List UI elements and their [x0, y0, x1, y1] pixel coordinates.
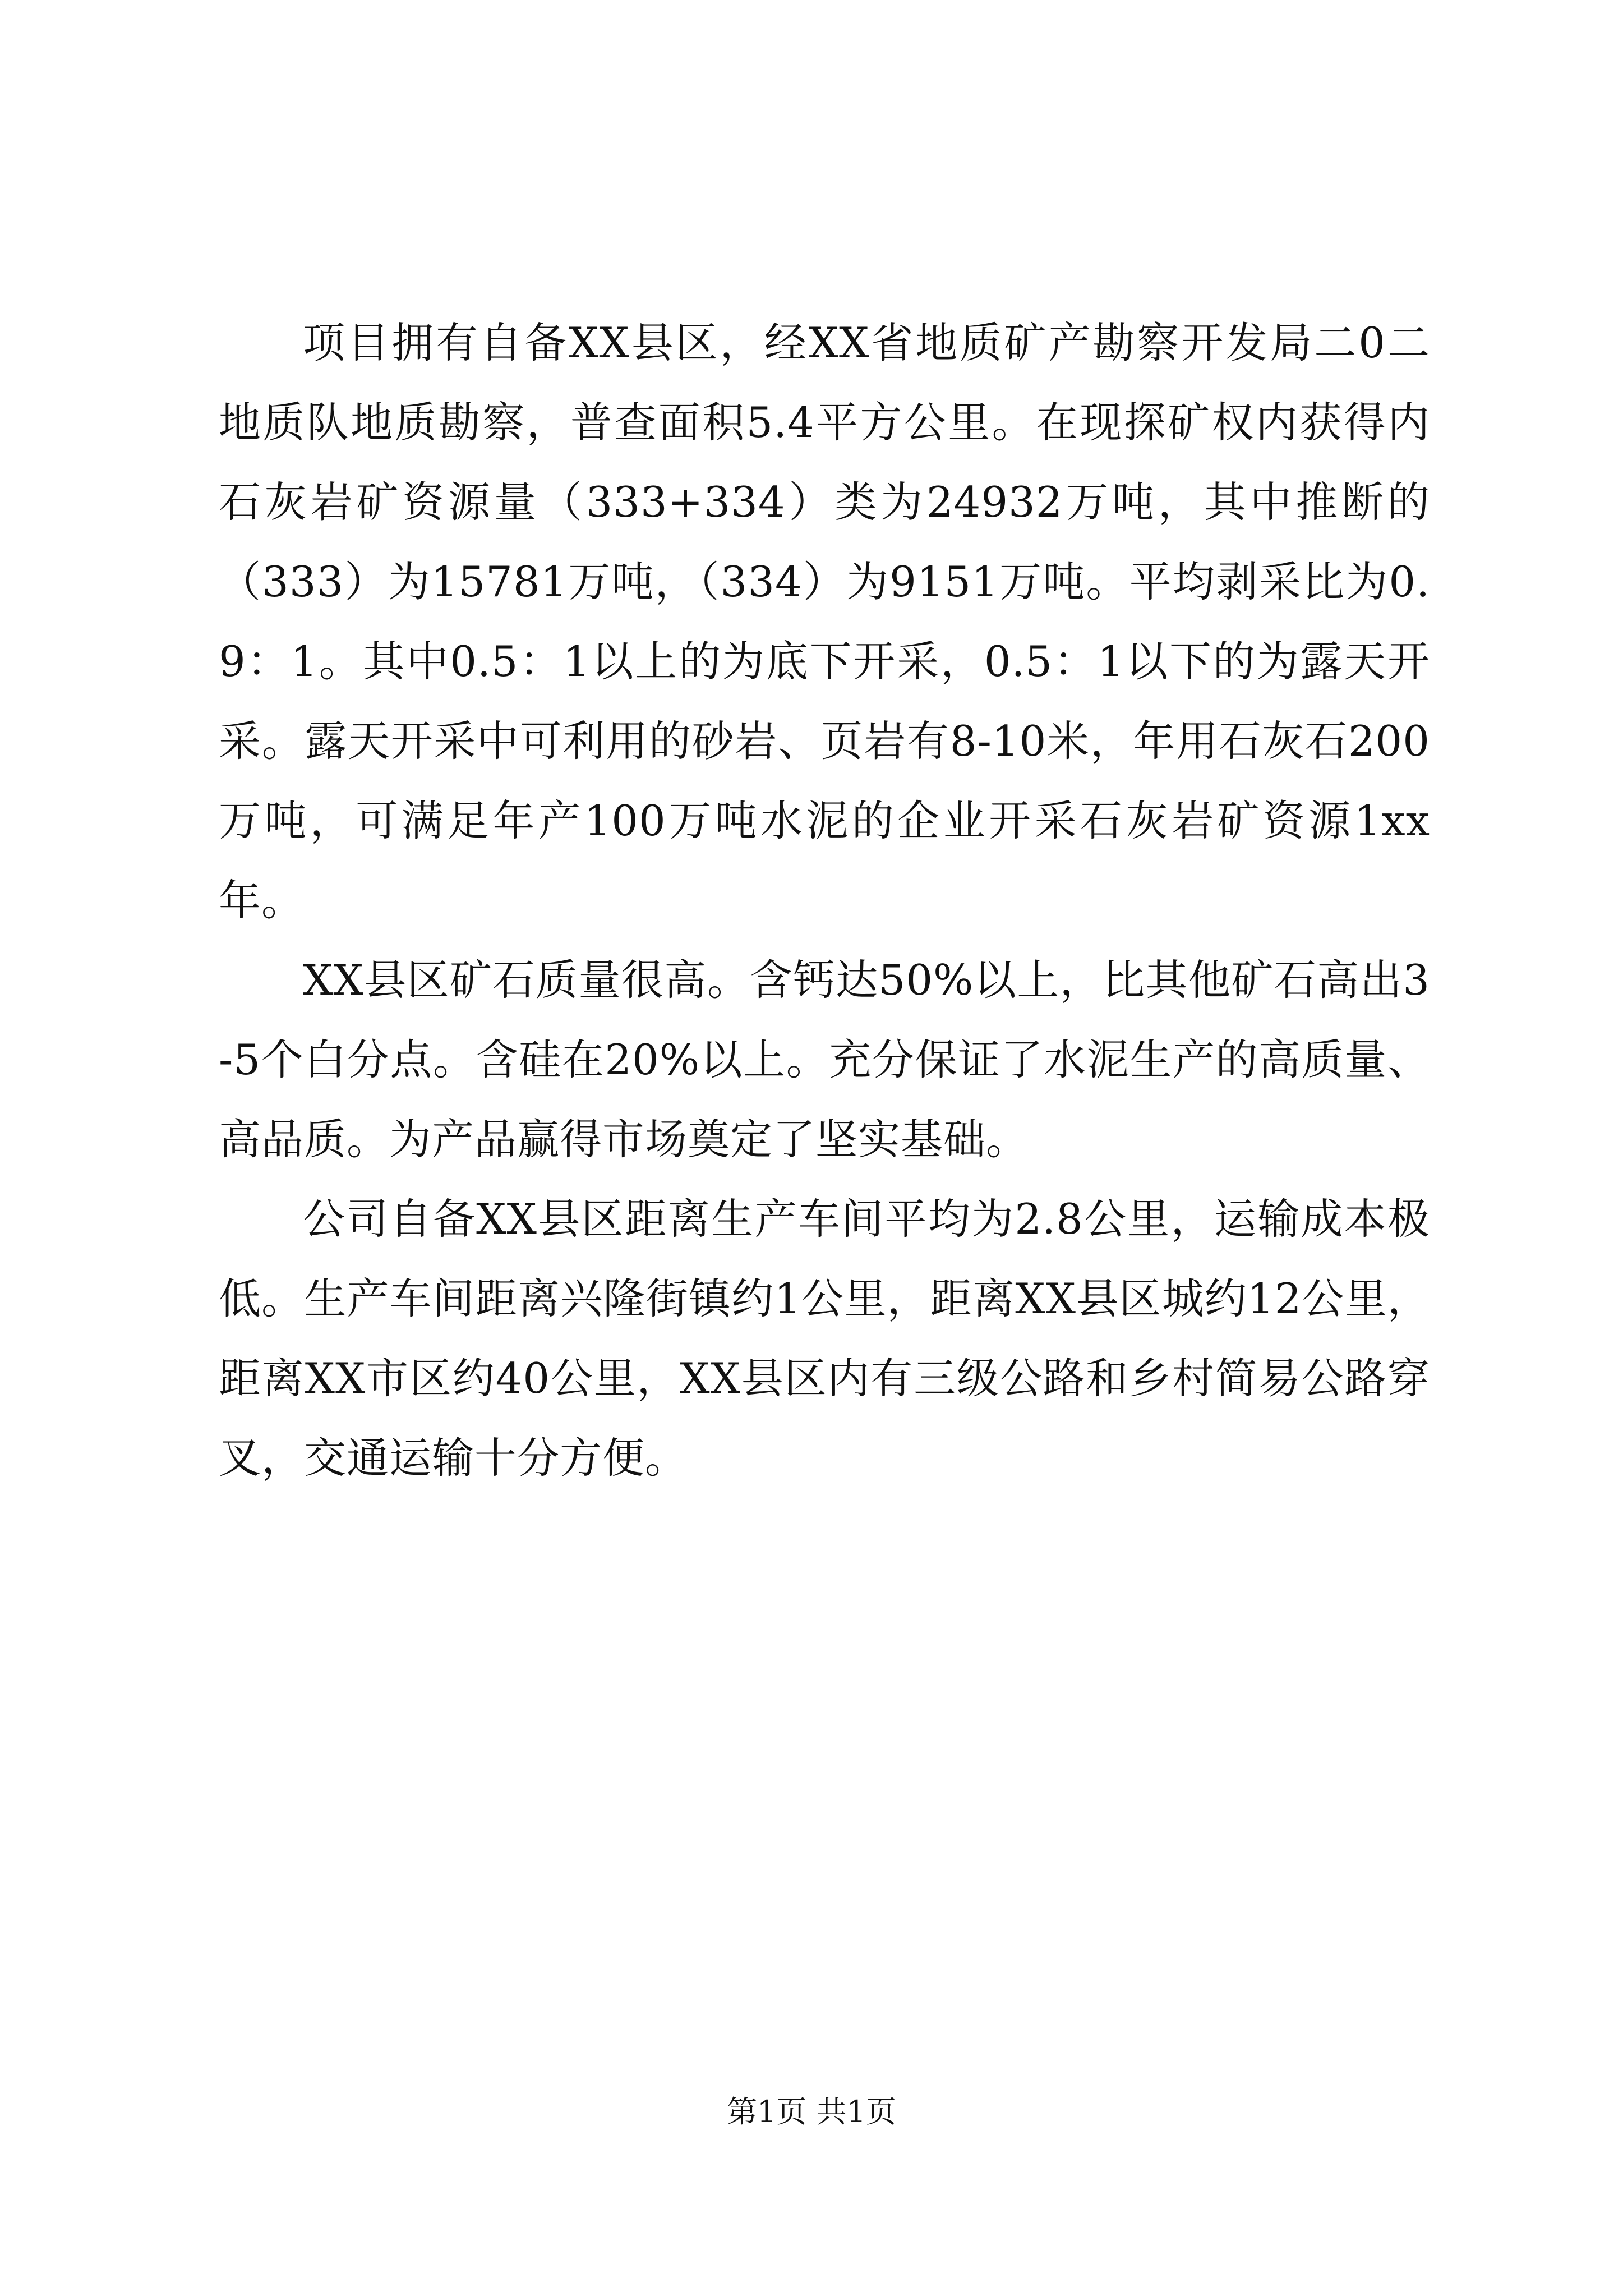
paragraph-transportation: 公司自备XX县区距离生产车间平均为2.8公里，运输成本极低。生产车间距离兴隆街镇约1公里，距离XX县区城约12公里，距离XX市区约40公里，XX县区内有三级公路和乡村简易公路穿叉，交通运输十分方便。	[219, 1194, 1430, 1483]
paragraph-mining-resources: 项目拥有自备XX县区，经XX省地质矿产勘察开发局二0二地质队地质勘察，普查面积5.4平方公里。在现探矿权内获得内石灰岩矿资源量（333+334）类为24932万吨，其中推断的（333）为15781万吨，（334）为9151万吨。平均剥采比为0.9：1。其中0.5：1以上的为底下开采，0.5：1以下的为露天开采。露天开采中可利用的砂岩、页岩有8-10米，年用石灰石200万吨，可满足年产100万吨水泥的企业开采石灰岩矿资源1xx年。	[219, 318, 1430, 925]
document-body	[219, 303, 1430, 1498]
page-number-footer: 第1页 共1页	[727, 2094, 896, 2129]
paragraph-ore-quality: XX县区矿石质量很高。含钙达50%以上，比其他矿石高出3-5个白分点。含硅在20%以上。充分保证了水泥生产的高质量、高品质。为产品赢得市场奠定了坚实基础。	[219, 955, 1430, 1164]
